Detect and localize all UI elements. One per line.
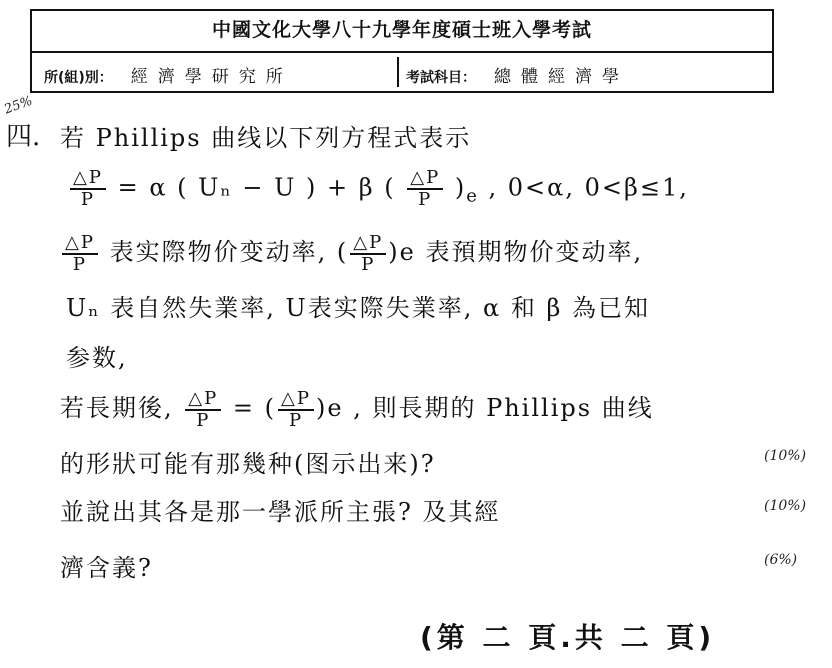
- line6-equals: =: [232, 394, 255, 422]
- fraction-numerator: △P: [185, 389, 221, 411]
- equation-rhs: = α ( Uₙ − U ) + β (: [117, 173, 396, 202]
- subject-field: [406, 62, 629, 87]
- page-footer: (第 二 頁.共 二 頁): [420, 621, 716, 654]
- subject-value: 總體經濟學: [494, 67, 629, 87]
- handwritten-score-mark: 25%: [2, 93, 35, 118]
- question-line-3: $\frac{\triangle P}{P}$ 表实際物价变动率, ( $\frac{\triangle P}{P}$ )e 表預期物价变动率,: [60, 232, 643, 275]
- points-marker-3: (6%): [764, 552, 798, 568]
- fraction-denominator: P: [418, 189, 433, 210]
- fraction-numerator: △P: [278, 389, 314, 411]
- line6-fraction-1: [185, 389, 221, 431]
- question-line-1: 若 Phillips 曲线以下列方程式表示: [60, 124, 472, 152]
- points-marker-1: (10%): [764, 448, 807, 464]
- question-line-9: 濟含義?: [60, 554, 153, 582]
- question-line-5: 参数,: [66, 344, 128, 372]
- exam-info-row: [32, 51, 772, 93]
- fraction-denominator: P: [288, 409, 304, 431]
- fraction-numerator: △P: [70, 168, 106, 190]
- fraction-numerator: △P: [350, 233, 386, 255]
- question-line-8: 並說出其各是那一學派所主張? 及其經: [60, 498, 501, 526]
- question-line-6: 若長期後, $\frac{\triangle P}{P}$ = ( $\frac{\triangle P}{P}$ )e , 則長期的 Phillips 曲线: [60, 387, 654, 431]
- equation-fraction-2: [407, 168, 443, 210]
- line6-post: e , 則長期的 Phillips 曲线: [327, 394, 654, 422]
- expectation-subscript: e: [466, 185, 479, 207]
- fraction-numerator: △P: [62, 233, 98, 255]
- line3-tail: e 表預期物价变动率,: [399, 238, 644, 266]
- line6-pre: 若長期後,: [60, 394, 174, 422]
- department-field: [44, 62, 293, 87]
- fraction-denominator: P: [80, 189, 96, 210]
- subject-label: 考試科目：: [406, 70, 476, 86]
- line3-fraction-2: [350, 233, 386, 275]
- question-number: 四.: [6, 122, 41, 152]
- fraction-numerator: △P: [407, 168, 443, 190]
- equation-conditions: , 0<α, 0<β≤1,: [488, 173, 689, 202]
- fraction-denominator: P: [361, 253, 376, 275]
- fraction-denominator: P: [72, 253, 88, 275]
- fraction-denominator: P: [196, 409, 211, 431]
- exam-title: 中國文化大學八十九學年度碩士班入學考試: [32, 11, 772, 53]
- line6-fraction-2: [278, 389, 314, 431]
- question-line-7: 的形狀可能有那幾种(图示出来)?: [60, 450, 436, 478]
- header-divider: [397, 57, 399, 87]
- line3-text: 表实際物价变动率,: [109, 238, 328, 266]
- points-marker-2: (10%): [764, 498, 807, 514]
- question-line-4: Uₙ 表自然失業率, U表实際失業率, α 和 β 為已知: [66, 294, 650, 322]
- department-value: 經濟學研究所: [130, 67, 293, 87]
- line3-fraction: [62, 233, 98, 275]
- equation-line: $\frac{\triangle P}{P}$ = α ( Uₙ − U ) + β ( $\frac{\triangle P}{P}$ )$_e$ , 0<α, 0<β≤1,: [68, 168, 689, 210]
- department-label: 所(組)別：: [44, 70, 113, 86]
- exam-header: [30, 9, 774, 93]
- equation-fraction-1: [70, 168, 106, 210]
